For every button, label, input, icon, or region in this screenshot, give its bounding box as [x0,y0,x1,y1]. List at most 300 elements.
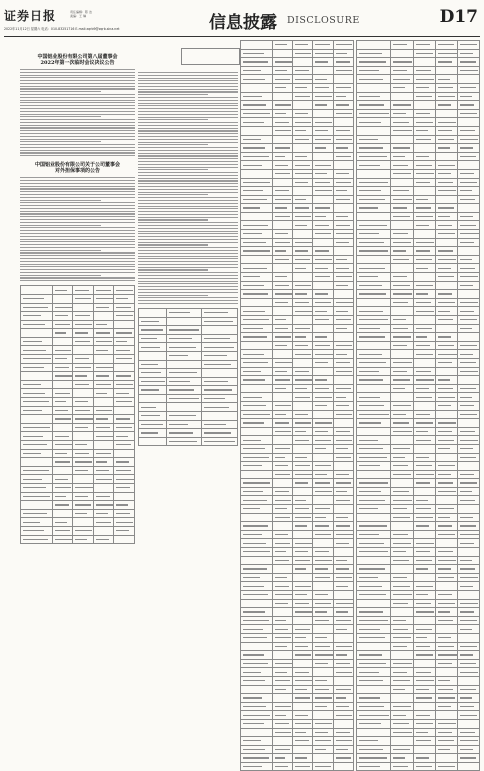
cell-text [243,766,262,767]
table-cell [357,496,391,505]
table-cell [313,161,333,170]
text-line [138,161,238,162]
cell-text [416,757,429,758]
table-row [357,711,480,720]
cell-text [359,53,382,54]
table-cell [435,126,457,135]
text-line [138,153,238,154]
table-cell [435,83,457,92]
table-cell [457,548,479,557]
table-cell [435,316,457,325]
cell-text [315,680,326,681]
cell-text [416,586,434,587]
table-cell [457,745,479,754]
table-cell [292,711,312,720]
cell-text [243,319,269,320]
table-cell [457,444,479,453]
cell-text [336,586,348,587]
cell-text [359,715,389,716]
table-cell [292,58,312,67]
text-line [138,108,238,109]
table-cell [391,582,413,591]
table-cell [313,152,333,161]
cell-text [96,307,109,308]
table-cell [413,616,435,625]
cell-text [96,461,107,462]
cell-text [359,139,378,140]
table-cell [457,161,479,170]
table-cell [357,333,391,342]
cell-text [393,70,407,71]
table-cell [457,410,479,419]
table-cell [114,294,135,303]
table-cell [357,668,391,677]
table-cell [413,754,435,763]
text-line [20,150,135,151]
table-cell [435,118,457,127]
text-line [138,222,238,223]
text-line [138,100,238,101]
cell-text [315,560,332,561]
cell-text [295,586,311,587]
table-cell [52,355,73,364]
table-cell [292,591,312,600]
cell-text [393,465,408,466]
cell-text [275,749,290,750]
cell-text [438,577,454,578]
text-line [138,253,238,254]
cell-text [460,104,475,105]
table-cell [272,676,292,685]
page-number: D17 [439,7,478,27]
table-cell [357,745,391,754]
column-center-left [138,40,238,446]
table-cell [457,453,479,462]
table-cell [114,449,135,458]
text-line [138,91,238,92]
table-cell [202,334,238,343]
table-cell [435,135,457,144]
table-cell [357,651,391,660]
table-cell [435,273,457,282]
table-cell [435,728,457,737]
cell-text [460,397,472,398]
table-cell [413,599,435,608]
cell-text [96,470,109,471]
table-cell [391,126,413,135]
table-cell [241,762,273,771]
table-cell [357,169,391,178]
table-cell [413,307,435,316]
cell-text [75,315,89,316]
text-line [138,128,238,129]
table-cell [413,101,435,110]
table-cell [333,49,353,58]
cell-text [460,182,477,183]
cell-text [359,757,387,758]
table-cell [457,401,479,410]
table-cell [391,264,413,273]
table-cell [93,312,114,321]
table-cell [73,355,94,364]
table-cell [391,401,413,410]
cell-text [23,453,41,454]
table-cell [313,195,333,204]
table-cell [114,346,135,355]
table-cell [241,118,273,127]
table-cell [313,230,333,239]
text-line [20,258,135,259]
table-row [357,539,480,548]
cell-text [295,611,312,612]
cell-text [460,482,477,483]
table-cell [21,509,53,518]
table-cell [241,513,273,522]
cell-text [393,491,408,492]
table-cell [457,737,479,746]
cell-text [336,654,348,655]
cell-text [243,225,268,226]
table-cell [391,152,413,161]
table-row [241,651,354,660]
table-cell [292,676,312,685]
table-cell [313,58,333,67]
table-cell [272,281,292,290]
cell-text [359,620,388,621]
cell-text [460,259,472,260]
cell-text [438,551,453,552]
table-cell [457,384,479,393]
table-cell [333,573,353,582]
table-cell [391,462,413,471]
table-cell [333,298,353,307]
cell-text [359,568,385,569]
text-line [138,172,238,173]
cell-text [359,465,380,466]
cell-text [315,388,329,389]
table-cell [241,393,273,402]
cell-text [438,732,452,733]
table-row [139,403,238,412]
table-cell [391,573,413,582]
cell-text [55,401,66,402]
cell-text [359,276,378,277]
table-cell [435,668,457,677]
table-cell [333,118,353,127]
table-cell [413,58,435,67]
table-cell [413,144,435,153]
table-row [21,415,135,424]
cell-text [460,87,476,88]
table-row [241,83,354,92]
table-row [139,386,238,395]
cell-text [275,345,287,346]
cell-text [460,757,476,758]
table-cell [333,728,353,737]
cell-text [416,414,430,415]
cell-text [336,259,347,260]
table-cell [413,187,435,196]
cell-text [393,603,407,604]
table-cell [357,685,391,694]
table-row [357,101,480,110]
table-cell [272,66,292,75]
table-cell [435,548,457,557]
table-cell [457,333,479,342]
table-cell [313,333,333,342]
cell-text [336,61,350,62]
table-cell [272,350,292,359]
table-cell [333,92,353,101]
table-cell [272,393,292,402]
table-cell [313,668,333,677]
table-row [357,582,480,591]
table-cell [292,685,312,694]
table-cell [357,487,391,496]
table-row [241,608,354,617]
table-cell [52,432,73,441]
cell-text [295,654,311,655]
table-cell [241,522,273,531]
cell-text [336,354,348,355]
table-cell [241,126,273,135]
cell-text [243,663,268,664]
table-cell [166,420,202,429]
cell-text [336,242,349,243]
table-cell [21,458,53,467]
cell-text [295,629,310,630]
text-line [20,280,135,281]
table-cell [333,711,353,720]
table-row [241,324,354,333]
cell-text [204,312,228,313]
cell-text [243,440,261,441]
table-row [357,694,480,703]
cell-text [460,517,473,518]
cell-text [416,732,428,733]
table-cell [457,376,479,385]
cell-text [75,298,91,299]
table-cell [241,608,273,617]
cell-text [393,551,405,552]
table-cell [241,333,273,342]
table-cell [435,204,457,213]
table-cell [114,320,135,329]
table-cell [333,204,353,213]
cell-text [336,96,347,97]
cell-text [460,61,476,62]
table-cell [413,255,435,264]
table-cell [413,83,435,92]
cell-text [416,379,434,380]
cell-text [243,525,268,526]
table-cell [241,737,273,746]
table-cell [114,303,135,312]
table-row [241,66,354,75]
table-cell [241,247,273,256]
cell-text [393,672,407,673]
table-cell [313,273,333,282]
cell-text [393,130,411,131]
cell-text [438,517,450,518]
table-cell [413,505,435,514]
table-cell [435,608,457,617]
cell-text [295,672,309,673]
cell-text [416,603,432,604]
cell-text [315,551,329,552]
text-line [20,77,135,78]
cell-text [204,347,234,348]
cell-text [315,53,332,54]
cell-text [315,620,329,621]
table-cell [357,393,391,402]
table-row [139,351,238,360]
cell-text [416,457,429,458]
table-cell [333,101,353,110]
table-row [21,286,135,295]
table-cell [435,513,457,522]
table-row [241,427,354,436]
table-cell [435,694,457,703]
table-row [21,294,135,303]
table-row [241,582,354,591]
table-cell [272,659,292,668]
text-line [20,211,135,212]
table-cell [93,483,114,492]
table-cell [457,324,479,333]
table-cell [391,350,413,359]
table-cell [457,238,479,247]
table-cell [333,719,353,728]
table-cell [435,470,457,479]
text-line [138,119,208,120]
table-cell [272,144,292,153]
cell-text [460,44,478,45]
text-line [138,167,238,168]
table-cell [292,556,312,565]
cell-text [393,663,412,664]
cell-text [416,156,429,157]
cell-text [438,104,451,105]
cell-text [315,732,328,733]
cell-text [96,393,107,394]
table-cell [93,398,114,407]
table-cell [52,346,73,355]
table-row [357,238,480,247]
cell-text [416,560,433,561]
cell-text [460,586,473,587]
cell-text [275,586,290,587]
table-cell [413,737,435,746]
cell-text [315,250,329,251]
table-cell [333,169,353,178]
cell-text [295,397,310,398]
cell-text [460,568,475,569]
cell-text [438,568,452,569]
cell-text [315,379,326,380]
cell-text [243,620,269,621]
cell-text [275,663,292,664]
table-row [357,307,480,316]
table-cell [93,294,114,303]
text-line [138,117,238,118]
table-row [357,290,480,299]
table-cell [391,376,413,385]
cell-text [359,723,381,724]
cell-text [295,207,309,208]
table-row [357,75,480,84]
table-cell [93,509,114,518]
cell-text [55,479,68,480]
table-row [241,505,354,514]
table-cell [333,273,353,282]
table-cell [114,501,135,510]
table-cell [241,410,273,419]
table-cell [292,92,312,101]
table-cell [413,341,435,350]
table-cell [413,126,435,135]
table-cell [413,427,435,436]
table-cell [435,358,457,367]
table-row [357,642,480,651]
cell-text [295,560,310,561]
cell-text [295,508,309,509]
cell-text [359,414,389,415]
table-cell [413,444,435,453]
table-cell [93,320,114,329]
table-cell [93,475,114,484]
issue-date: 2022年11月12日 星期六 电话：010-83251716 E-mail:zqrb9@zqrb.sina.net [4,27,120,31]
cell-text [116,436,128,437]
cell-text [460,190,472,191]
cell-text [336,646,352,647]
table-cell [313,126,333,135]
table-row [357,264,480,273]
table-cell [413,702,435,711]
table-row [357,126,480,135]
text-line [138,89,238,90]
table-row [21,303,135,312]
table-row [241,737,354,746]
table-cell [457,762,479,771]
table-cell [272,187,292,196]
table-cell [292,599,312,608]
table-cell [435,591,457,600]
table-cell [241,419,273,428]
cell-text [315,173,327,174]
article-title-1: 中国铝业股份有限公司第八届董事会 2022年第一次临时会议决议公告 [37,54,118,66]
cell-text [438,465,456,466]
cell-text [275,465,288,466]
table-cell [114,483,135,492]
cell-text [295,293,307,294]
cell-text [315,362,328,363]
cell-text [295,594,307,595]
table-cell [139,351,167,360]
cell-text [243,61,268,62]
table-row [357,470,480,479]
table-cell [292,745,312,754]
cell-text [393,594,412,595]
table-cell [413,393,435,402]
table-cell [457,573,479,582]
table-cell [241,204,273,213]
table-cell [435,599,457,608]
text-line [20,180,135,181]
table-cell [435,221,457,230]
table-cell [391,651,413,660]
table-row [241,350,354,359]
